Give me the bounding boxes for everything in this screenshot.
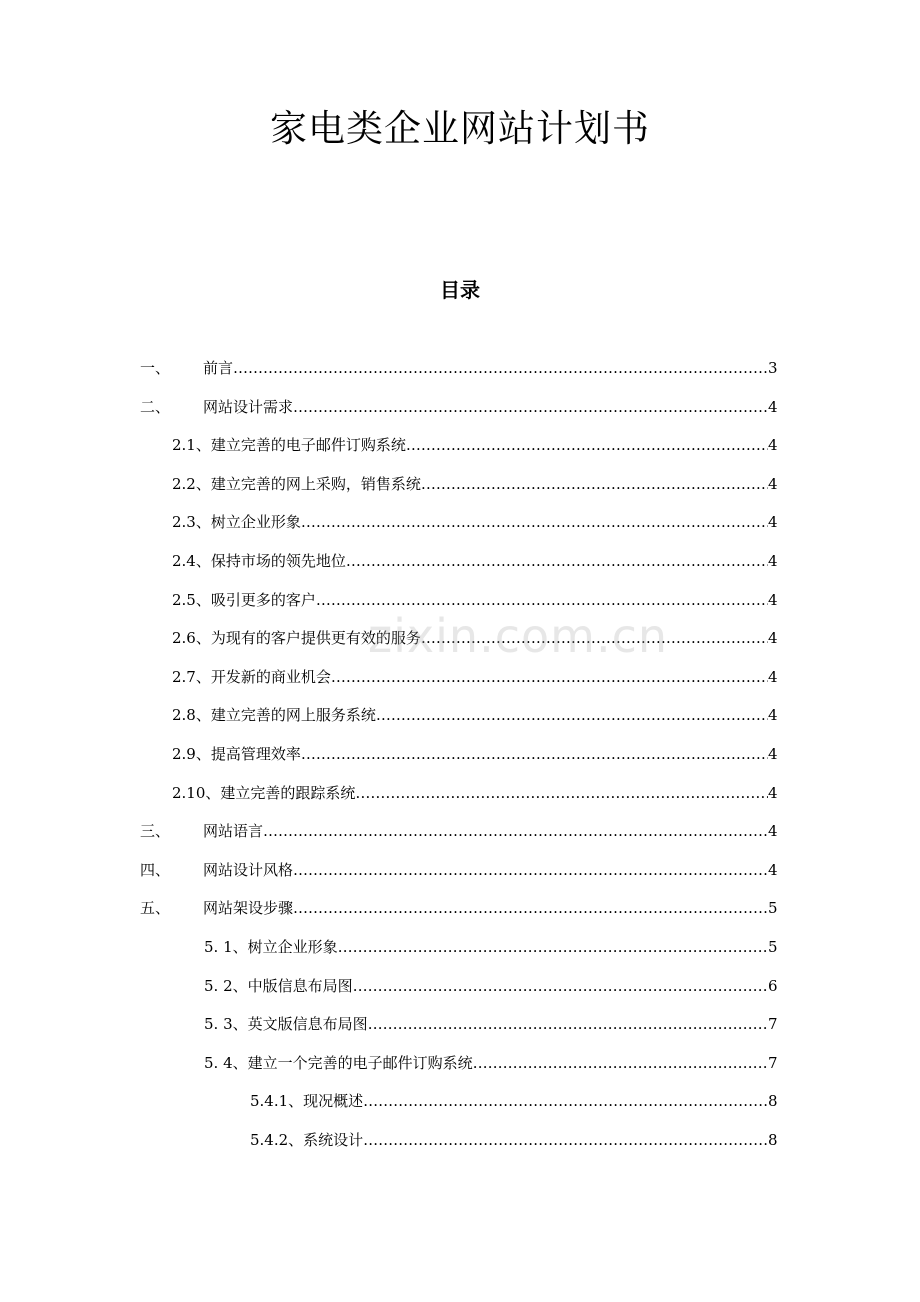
toc-entry-page: 4 [768, 428, 782, 462]
toc-entry[interactable] [0, 930, 920, 969]
toc-entry-page: 4 [768, 660, 782, 694]
toc-entry[interactable] [0, 621, 920, 660]
table-of-contents [0, 351, 920, 1161]
toc-entry-number: 二、 [140, 397, 171, 416]
toc-entry-label: 2.9、提高管理效率 ………………………………………………………………………………………………………………………………………………………………………… [172, 737, 768, 771]
toc-entry-page: 4 [768, 853, 782, 887]
toc-entry-label: 2.5、吸引更多的客户 ………………………………………………………………………………………………………………………………………………………………………… [172, 583, 768, 617]
toc-entry[interactable] [0, 891, 920, 930]
toc-entry-page: 3 [768, 351, 782, 385]
toc-entry-page: 4 [768, 544, 782, 578]
toc-entry-label: 网站架设步骤 ………………………………………………………………………………………………………………………………………………………………………… [203, 891, 768, 925]
toc-entry-page: 5 [768, 930, 782, 964]
toc-entry-label: 2.1、建立完善的电子邮件订购系统 ………………………………………………………………………………………………………………………………………………………………………… [172, 428, 768, 462]
toc-entry-page: 4 [768, 621, 782, 655]
toc-entry-label: 2.7、开发新的商业机会 ………………………………………………………………………………………………………………………………………………………………………… [172, 660, 768, 694]
toc-entry[interactable] [0, 1007, 920, 1046]
toc-entry[interactable] [0, 969, 920, 1008]
toc-entry-number: 四、 [140, 860, 171, 879]
toc-entry[interactable] [0, 544, 920, 583]
toc-entry[interactable] [0, 660, 920, 699]
toc-entry[interactable] [0, 428, 920, 467]
toc-entry-page: 4 [768, 776, 782, 810]
toc-entry-label: 2.6、为现有的客户提供更有效的服务 ………………………………………………………………………………………………………………………………………………………………………… [172, 621, 768, 655]
toc-entry-page: 4 [768, 390, 782, 424]
toc-entry[interactable] [0, 467, 920, 506]
toc-entry[interactable] [0, 853, 920, 892]
toc-entry-page: 4 [768, 467, 782, 501]
toc-entry[interactable] [0, 814, 920, 853]
toc-entry-label: 2.4、保持市场的领先地位 ………………………………………………………………………………………………………………………………………………………………………… [172, 544, 768, 578]
toc-entry-label: 5. 2、中版信息布局图 ………………………………………………………………………………………………………………………………………………………………………… [204, 969, 768, 1003]
toc-entry-page: 6 [768, 969, 782, 1003]
toc-entry-page: 7 [768, 1007, 782, 1041]
toc-entry-page: 4 [768, 505, 782, 539]
toc-entry-label: 前言 ………………………………………………………………………………………………………………………………………………………………………… [203, 351, 768, 385]
toc-entry[interactable] [0, 583, 920, 622]
toc-heading: 目录 [440, 278, 480, 302]
toc-entry-page: 4 [768, 698, 782, 732]
toc-entry[interactable] [0, 737, 920, 776]
toc-entry-page: 4 [768, 814, 782, 848]
toc-entry-label: 网站设计风格 ………………………………………………………………………………………………………………………………………………………………………… [203, 853, 768, 887]
toc-entry-label: 2.2、建立完善的网上采购，销售系统 ………………………………………………………………………………………………………………………………………………………………………… [172, 467, 768, 501]
toc-entry-label: 2.10、建立完善的跟踪系统 ………………………………………………………………………………………………………………………………………………………………………… [172, 776, 768, 810]
toc-entry-page: 7 [768, 1046, 782, 1080]
toc-entry-number: 五、 [140, 899, 171, 918]
toc-entry-label: 2.8、建立完善的网上服务系统 ………………………………………………………………………………………………………………………………………………………………………… [172, 698, 768, 732]
toc-entry[interactable] [0, 698, 920, 737]
toc-entry-page: 8 [768, 1084, 782, 1118]
toc-entry-label: 2.3、树立企业形象 ………………………………………………………………………………………………………………………………………………………………………… [172, 505, 768, 539]
toc-entry-label: 网站语言 ………………………………………………………………………………………………………………………………………………………………………… [203, 814, 768, 848]
toc-entry[interactable] [0, 390, 920, 429]
toc-entry-number: 一、 [140, 359, 171, 377]
toc-entry[interactable] [0, 1084, 920, 1123]
toc-entry-number: 三、 [140, 822, 171, 841]
toc-entry[interactable] [0, 505, 920, 544]
toc-entry[interactable] [0, 1046, 920, 1085]
toc-entry-label: 网站设计需求 ………………………………………………………………………………………………………………………………………………………………………… [203, 390, 768, 424]
toc-entry-page: 5 [768, 891, 782, 925]
toc-entry-label: 5. 3、英文版信息布局图 ………………………………………………………………………………………………………………………………………………………………………… [204, 1007, 768, 1041]
toc-entry-page: 8 [768, 1123, 782, 1157]
document-title: 家电类企业网站计划书 [270, 107, 650, 150]
toc-entry-label: 5.4.2、系统设计 ………………………………………………………………………………………………………………………………………………………………………… [250, 1123, 768, 1157]
toc-entry-label: 5.4.1、现况概述 ………………………………………………………………………………………………………………………………………………………………………… [250, 1084, 768, 1118]
toc-entry-label: 5. 1、树立企业形象 ………………………………………………………………………………………………………………………………………………………………………… [204, 930, 768, 964]
watermark: zixin.com.cn [368, 609, 669, 663]
toc-entry-page: 4 [768, 737, 782, 771]
toc-entry-page: 4 [768, 583, 782, 617]
toc-entry[interactable] [0, 351, 920, 390]
toc-entry-label: 5. 4、建立一个完善的电子邮件订购系统 ………………………………………………………………………………………………………………………………………………………………………… [204, 1046, 768, 1080]
toc-entry[interactable] [0, 776, 920, 815]
toc-entry[interactable] [0, 1123, 920, 1162]
